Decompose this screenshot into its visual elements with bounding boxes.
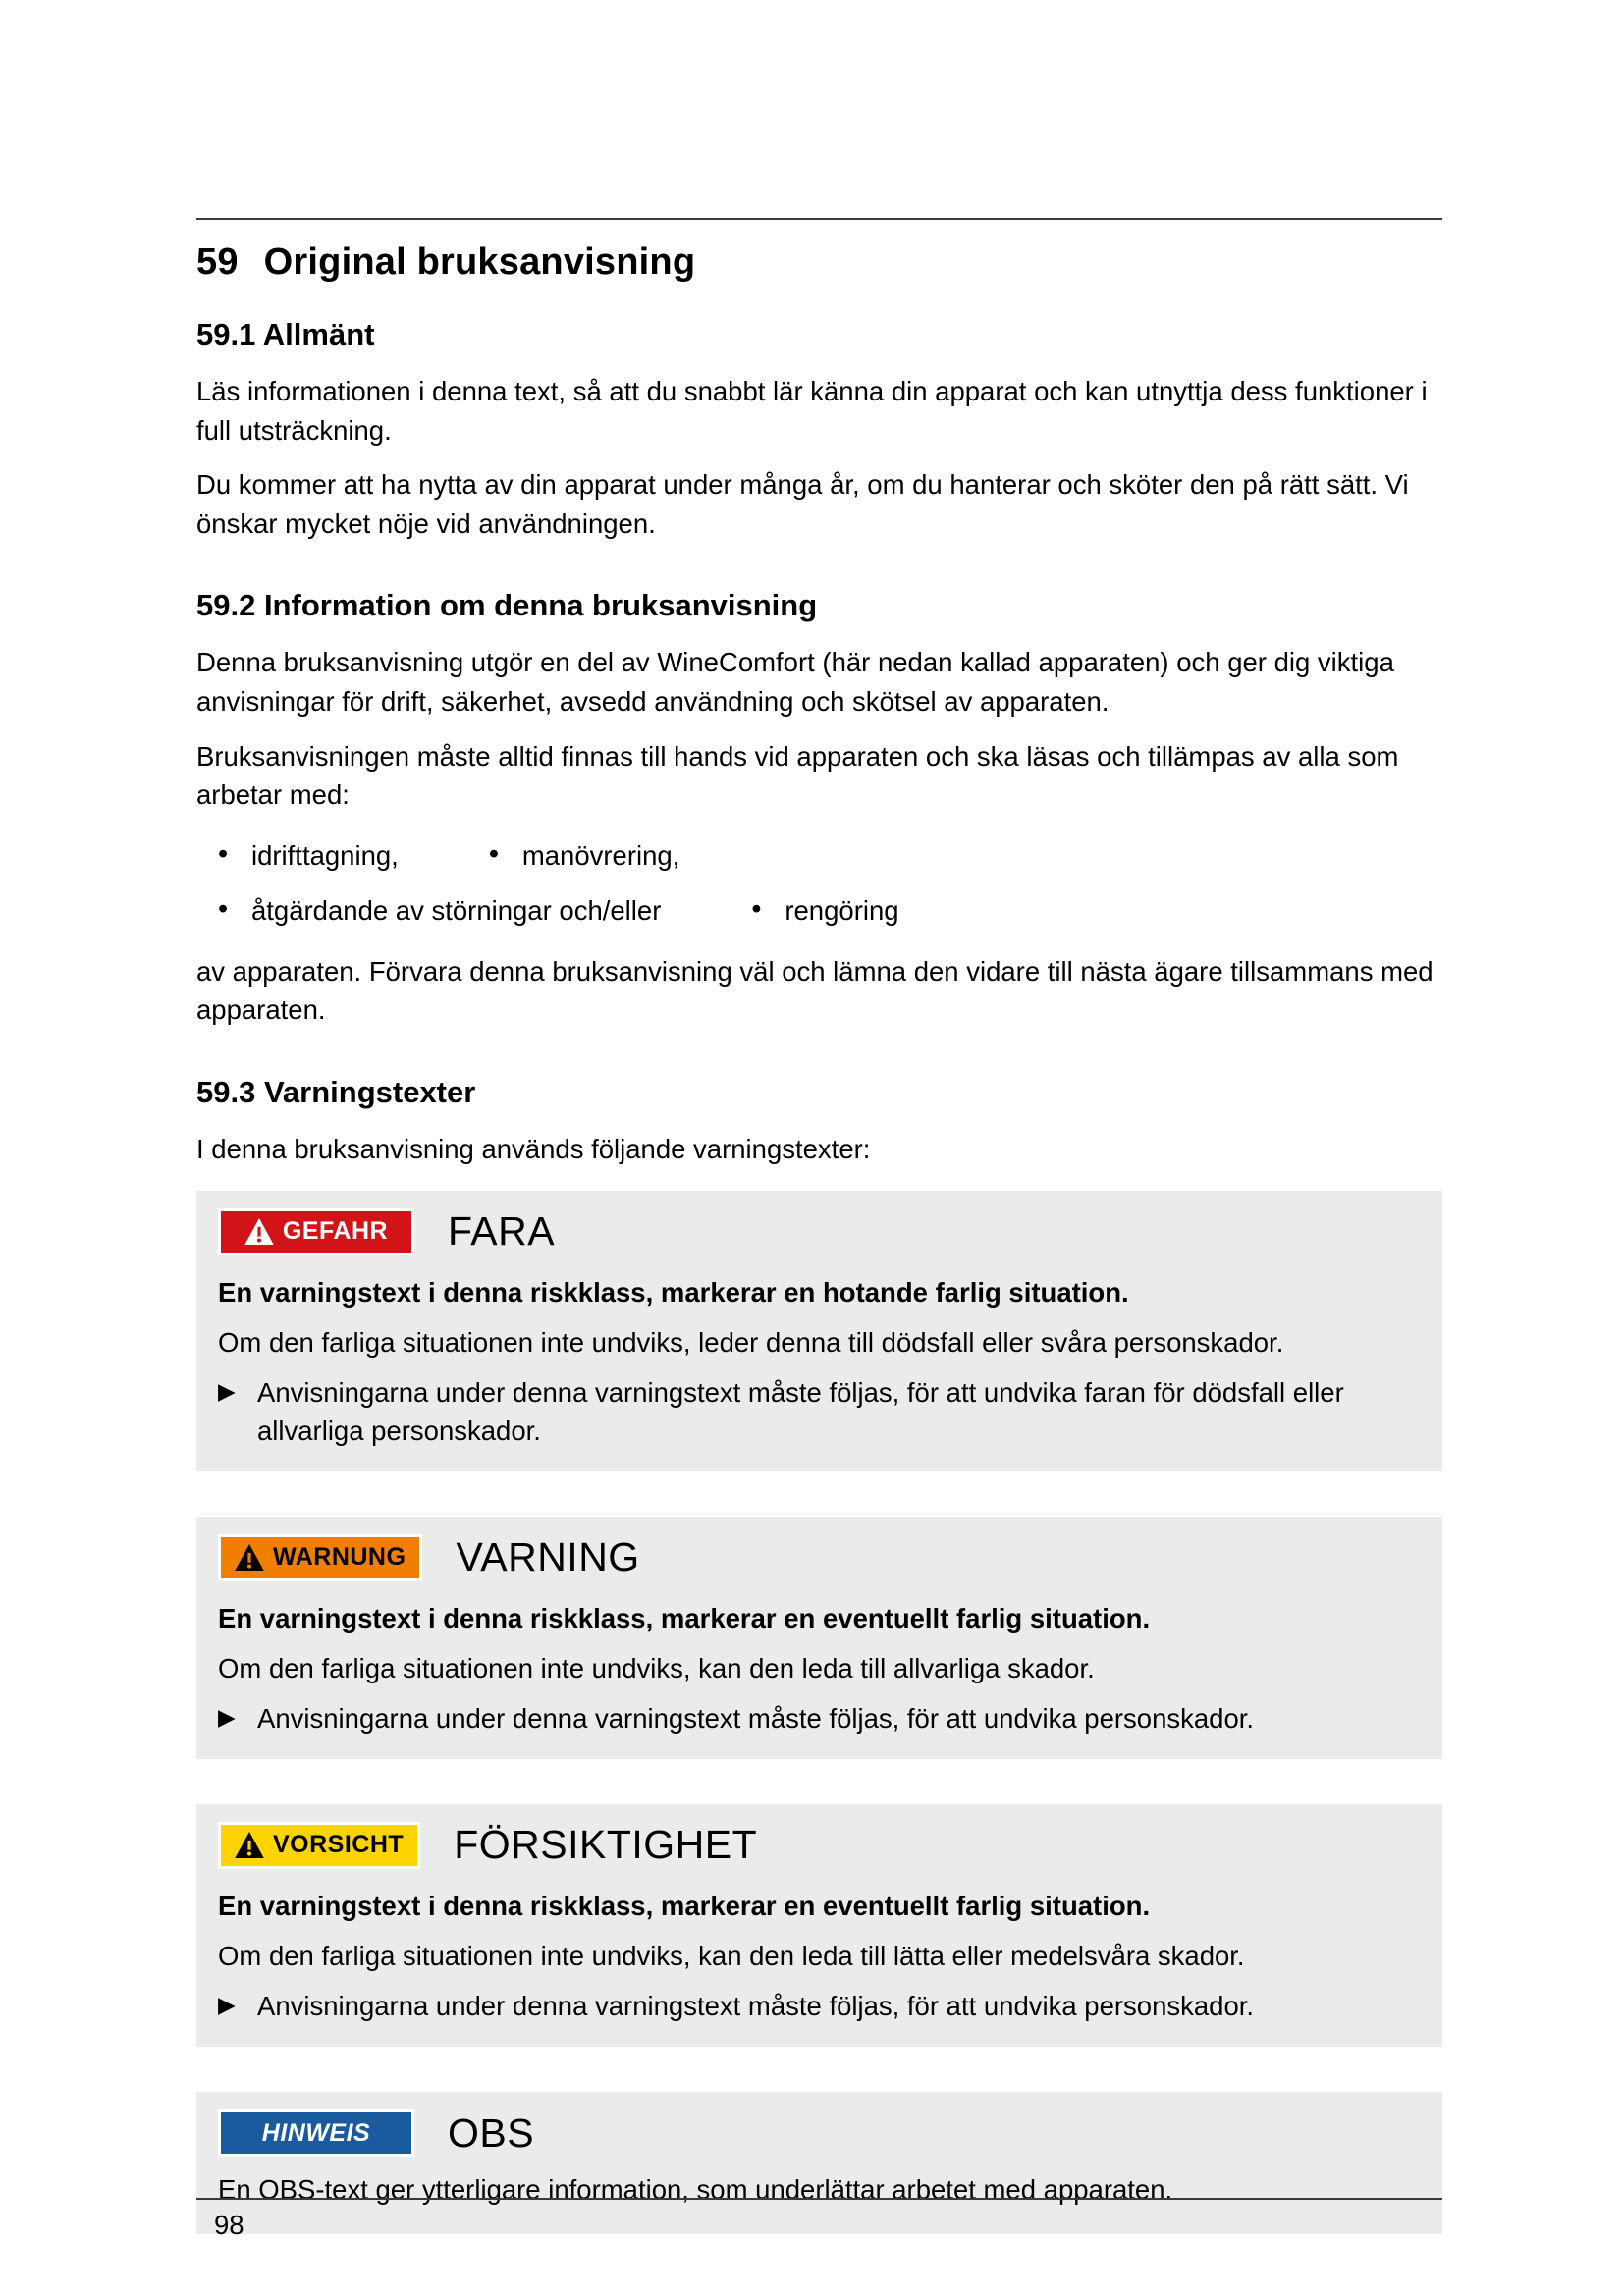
section-heading-information: 59.2 Information om denna bruksanvisning [196, 588, 818, 623]
bullet-item: • rengöring [751, 895, 898, 927]
page-number: 98 [214, 2210, 244, 2240]
bullet-row [218, 895, 1442, 927]
warning-box-danger [196, 1191, 1442, 1471]
warning-triangle-icon [235, 1544, 264, 1571]
warning-triangle-icon [235, 1832, 264, 1858]
badge-label: VORSICHT [273, 1831, 405, 1859]
warning-title-row [218, 1822, 1419, 1869]
badge-label: HINWEIS [261, 2118, 371, 2147]
paragraph: av apparaten. Förvara denna bruksanvisning väl och lämna den vidare till nästa ägare tillsammans med apparaten. [196, 955, 1434, 1026]
chapter-title-text: Original bruksanvisning [263, 241, 696, 283]
warning-instruction: ▶ Anvisningarna under denna varningstext måste följas, för att undvika personskador. [218, 1987, 1419, 2025]
paragraph: Denna bruksanvisning utgör en del av WineComfort (här nedan kallad apparaten) och ger dig viktiga anvisningar för drift, säkerhet, avsedd användning och skötsel av apparaten. [196, 647, 1394, 717]
chapter-number: 59 [196, 241, 239, 283]
warning-bold-text: En varningstext i denna riskklass, markerar en eventuellt farlig situation. [218, 1890, 1151, 1921]
warning-box-caution [196, 1804, 1442, 2047]
bullet-item: • åtgärdande av störningar och/eller [218, 895, 661, 927]
danger-badge [218, 1208, 414, 1255]
bullet-row [218, 840, 1442, 872]
warning-title-row [218, 1208, 1419, 1255]
badge-label: WARNUNG [273, 1543, 406, 1572]
bullet-list [218, 840, 1442, 927]
paragraph: Du kommer att ha nytta av din apparat under många år, om du hanterar och sköter den på rätt sätt. Vi önskar mycket nöje vid användningen. [196, 469, 1409, 539]
notice-badge [218, 2109, 414, 2157]
paragraph: I denna bruksanvisning används följande varningstexter: [196, 1133, 871, 1164]
paragraph: Läs informationen i denna text, så att du snabbt lär känna din apparat och kan utnyttja dess funktioner i full utsträckning. [196, 376, 1428, 446]
section-heading-allmant: 59.1 Allmänt [196, 317, 375, 351]
warning-bold-text: En varningstext i denna riskklass, markerar en eventuellt farlig situation. [218, 1602, 1151, 1633]
warning-title: VARNING [456, 1534, 640, 1580]
warning-triangle-icon [244, 1218, 274, 1245]
warning-title-row [218, 1534, 1419, 1581]
paragraph: Bruksanvisningen måste alltid finnas till hands vid apparaten och ska läsas och tillämpas av alla som arbetar med: [196, 740, 1399, 811]
footer-rule [196, 2198, 1442, 2200]
bullet-item: • manövrering, [489, 840, 680, 872]
warning-instruction: ▶ Anvisningarna under denna varningstext måste följas, för att undvika personskador. [218, 1699, 1419, 1737]
page-title [196, 241, 1442, 284]
header-rule [196, 218, 1442, 220]
warning-badge [218, 1534, 422, 1581]
bullet-item: • idrifttagning, [218, 840, 399, 872]
page-footer [196, 2198, 1442, 2241]
warning-title: FARA [448, 1208, 556, 1255]
notice-body-text: En OBS-text ger ytterligare information, som underlättar arbetet med apparaten. [218, 2174, 1173, 2205]
warning-title: FÖRSIKTIGHET [454, 1822, 758, 1868]
notice-title: OBS [448, 2109, 535, 2156]
section-heading-varningstexter: 59.3 Varningstexter [196, 1074, 476, 1109]
warning-body-text: Om den farliga situationen inte undviks, kan den leda till allvarliga skador. [218, 1652, 1095, 1683]
caution-badge [218, 1822, 420, 1869]
warning-instruction: ▶ Anvisningarna under denna varningstext måste följas, för att undvika faran för dödsfall eller allvarliga personskador. [218, 1373, 1419, 1450]
warning-bold-text: En varningstext i denna riskklass, markerar en hotande farlig situation. [218, 1276, 1129, 1308]
warning-title-row [218, 2109, 1419, 2157]
badge-label: GEFAHR [282, 1217, 389, 1246]
warning-body-text: Om den farliga situationen inte undviks, kan den leda till lätta eller medelsvåra skador. [218, 1940, 1245, 1971]
warning-body-text: Om den farliga situationen inte undviks, leder denna till dödsfall eller svåra personskador. [218, 1326, 1284, 1358]
warning-box-warning [196, 1517, 1442, 1759]
